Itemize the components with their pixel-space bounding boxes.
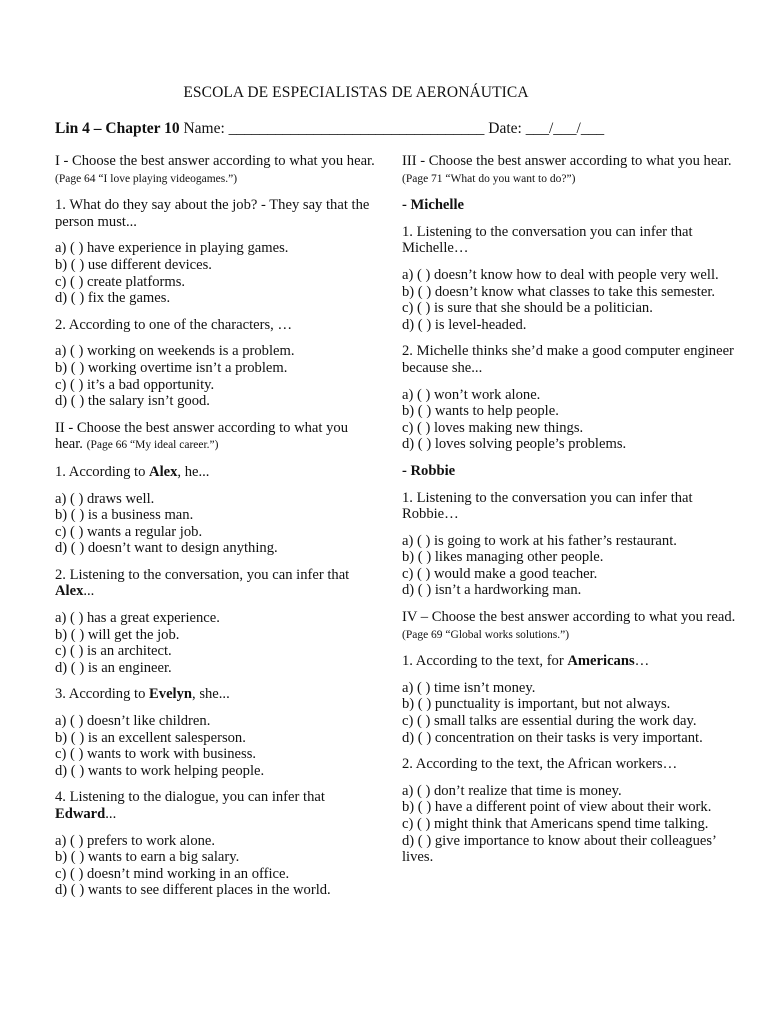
question-text: [55, 686, 375, 703]
answer-option[interactable]: c) ( ) create platforms.: [55, 273, 186, 290]
answer-option[interactable]: d) ( ) is an engineer.: [55, 659, 172, 676]
option-list: [402, 783, 742, 866]
character-name: Alex: [149, 463, 178, 480]
question-text: 2. Michelle thinks she’d make a good computer engineer because she...: [402, 343, 734, 376]
question-text: 1. What do they say about the job? - They say that the person must...: [55, 197, 370, 230]
character-name: Evelyn: [149, 686, 193, 703]
lesson-label: Lin 4 – Chapter 10: [55, 120, 180, 137]
answer-option[interactable]: a) ( ) is going to work at his father’s restaurant.: [402, 532, 677, 549]
character-name: Edward: [55, 806, 106, 822]
question-text: 1. Listening to the conversation you can infer that Robbie…: [402, 489, 693, 523]
question-suffix: …: [634, 653, 650, 670]
answer-option[interactable]: a) ( ) draws well.: [55, 490, 155, 507]
section-2-instruction: [55, 420, 375, 454]
answer-option[interactable]: d) ( ) doesn’t want to design anything.: [55, 540, 278, 557]
option-list: [402, 533, 742, 599]
answer-option[interactable]: a) ( ) doesn’t like children.: [55, 713, 211, 730]
instruction-text: III - Choose the best answer according to what you hear.: [402, 153, 732, 169]
page-reference: (Page 69 “Global works solutions.”): [402, 628, 570, 641]
answer-option[interactable]: c) ( ) is an architect.: [55, 643, 172, 660]
answer-option[interactable]: a) ( ) have experience in playing games.: [55, 240, 289, 257]
question-text: [402, 653, 742, 670]
option-list: [55, 343, 375, 409]
answer-option[interactable]: a) ( ) doesn’t know how to deal with people very well.: [402, 266, 719, 283]
question-prefix: 3. According to: [55, 686, 150, 703]
answer-option[interactable]: a) ( ) don’t realize that time is money.: [402, 782, 622, 799]
question-suffix: ...: [105, 806, 117, 822]
option-list: [55, 833, 375, 899]
right-column: [402, 153, 742, 876]
answer-option[interactable]: b) ( ) is an excellent salesperson.: [55, 729, 246, 746]
name-field-label: Name: _________________________________: [183, 120, 485, 137]
answer-option[interactable]: b) ( ) will get the job.: [55, 626, 180, 643]
answer-option[interactable]: c) ( ) wants to work with business.: [55, 746, 257, 763]
question-prefix: 2. Listening to the conversation, you can infer that: [55, 566, 350, 583]
answer-option[interactable]: d) ( ) concentration on their tasks is very important.: [402, 729, 703, 746]
option-list: [55, 610, 375, 676]
answer-option[interactable]: d) ( ) loves solving people’s problems.: [402, 436, 627, 453]
option-list: [402, 267, 742, 333]
answer-option[interactable]: b) ( ) wants to earn a big salary.: [55, 849, 240, 866]
question-text: [55, 789, 375, 822]
option-list: [55, 713, 375, 779]
question-prefix: 1. According to the text, for: [402, 653, 568, 670]
question-suffix: ...: [83, 583, 95, 600]
page-reference: (Page 71 “What do you want to do?”): [402, 172, 576, 185]
left-column: [55, 153, 375, 909]
answer-option[interactable]: d) ( ) give importance to know about their colleagues’ lives.: [402, 832, 716, 866]
question-suffix: , he...: [177, 463, 210, 480]
page-reference: (Page 66 “My ideal career.”): [86, 439, 219, 452]
school-title: ESCOLA DE ESPECIALISTAS DE AERONÁUTICA: [183, 84, 529, 101]
answer-option[interactable]: d) ( ) wants to see different places in the world.: [55, 882, 331, 899]
answer-option[interactable]: b) ( ) doesn’t know what classes to take this semester.: [402, 283, 716, 300]
answer-option[interactable]: b) ( ) is a business man.: [55, 507, 194, 524]
answer-option[interactable]: d) ( ) the salary isn’t good.: [55, 393, 210, 410]
option-list: [402, 680, 742, 746]
page-reference: (Page 64 “I love playing videogames.”): [55, 172, 238, 185]
answer-option[interactable]: c) ( ) might think that Americans spend time talking.: [402, 816, 709, 832]
option-list: [55, 491, 375, 557]
answer-option[interactable]: c) ( ) wants a regular job.: [55, 523, 203, 540]
question-text: [55, 464, 375, 481]
answer-option[interactable]: a) ( ) prefers to work alone.: [55, 832, 216, 849]
answer-option[interactable]: b) ( ) working overtime isn’t a problem.: [55, 359, 288, 376]
answer-option[interactable]: b) ( ) likes managing other people.: [402, 549, 604, 566]
answer-option[interactable]: c) ( ) is sure that she should be a politician.: [402, 300, 653, 317]
answer-option[interactable]: c) ( ) would make a good teacher.: [402, 565, 598, 582]
question-text: 2. According to the text, the African workers…: [402, 756, 678, 773]
instruction-text: I - Choose the best answer according to what you hear.: [55, 153, 375, 169]
answer-option[interactable]: b) ( ) punctuality is important, but not always.: [402, 696, 671, 713]
question-text: [55, 567, 375, 600]
instruction-text: IV – Choose the best answer according to what you read.: [402, 609, 736, 626]
answer-option[interactable]: b) ( ) use different devices.: [55, 256, 212, 273]
answer-option[interactable]: a) ( ) working on weekends is a problem.: [55, 343, 295, 360]
section-1-instruction: [55, 153, 375, 187]
character-heading-robbie: - Robbie: [402, 462, 456, 479]
answer-option[interactable]: c) ( ) doesn’t mind working in an office.: [55, 865, 290, 882]
question-text: 1. Listening to the conversation you can infer that Michelle…: [402, 223, 693, 257]
answer-option[interactable]: a) ( ) has a great experience.: [55, 610, 220, 627]
question-prefix: 1. According to: [55, 463, 150, 480]
answer-option[interactable]: c) ( ) loves making new things.: [402, 419, 584, 436]
option-list: [55, 240, 375, 306]
answer-option[interactable]: a) ( ) time isn’t money.: [402, 679, 536, 696]
answer-option[interactable]: c) ( ) it’s a bad opportunity.: [55, 376, 215, 393]
question-suffix: , she...: [192, 686, 230, 703]
answer-option[interactable]: a) ( ) won’t work alone.: [402, 386, 541, 403]
character-name: Alex: [55, 583, 84, 600]
worksheet-header: [55, 120, 604, 138]
answer-option[interactable]: b) ( ) have a different point of view about their work.: [402, 799, 712, 816]
question-prefix: 4. Listening to the dialogue, you can infer that: [55, 789, 325, 806]
answer-option[interactable]: b) ( ) wants to help people.: [402, 403, 559, 420]
section-3-instruction: [402, 153, 742, 187]
character-heading-michelle: - Michelle: [402, 197, 464, 214]
instruction-text: II - Choose the best answer according to what you hear.: [55, 419, 349, 453]
date-field-label: Date: ___/___/___: [488, 120, 605, 137]
section-4-instruction: [402, 609, 742, 643]
answer-option[interactable]: d) ( ) isn’t a hardworking man.: [402, 582, 582, 599]
group-name: Americans: [567, 653, 635, 670]
question-text: 2. According to one of the characters, …: [55, 316, 293, 333]
answer-option[interactable]: d) ( ) fix the games.: [55, 290, 171, 307]
answer-option[interactable]: c) ( ) small talks are essential during the work day.: [402, 713, 697, 730]
option-list: [402, 387, 742, 453]
answer-option[interactable]: d) ( ) is level-headed.: [402, 316, 527, 333]
answer-option[interactable]: d) ( ) wants to work helping people.: [55, 762, 265, 779]
